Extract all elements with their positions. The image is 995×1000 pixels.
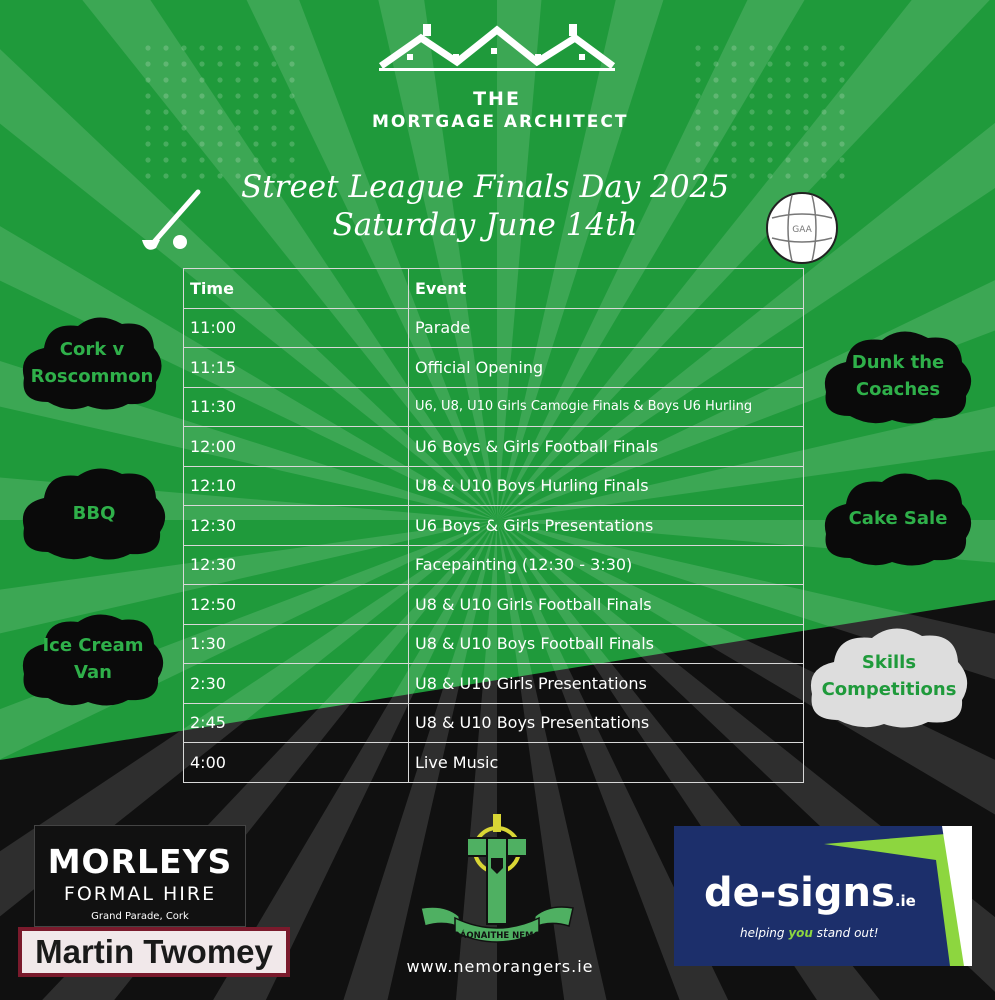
decor-dot: [839, 109, 844, 114]
row-time: 2:45: [184, 703, 409, 743]
logo-line-2: MORTGAGE ARCHITECT: [372, 112, 629, 132]
house-roofline-icon: [379, 22, 615, 74]
decor-dot: [235, 109, 240, 114]
decor-dot: [803, 45, 808, 50]
mortgage-architect-logo: [372, 22, 629, 132]
row-time: 12:30: [184, 545, 409, 585]
decor-dot: [695, 77, 700, 82]
table-row: [184, 624, 804, 664]
tagline-highlight: you: [788, 926, 813, 940]
decor-dot: [767, 77, 772, 82]
decor-dot: [199, 157, 204, 162]
cloud-label: Dunk the Coaches: [851, 352, 945, 400]
morleys-sub: FORMAL HIRE: [63, 883, 217, 905]
decor-dot: [839, 157, 844, 162]
table-row: [184, 348, 804, 388]
decor-dot: [821, 173, 826, 178]
table-row: [184, 387, 804, 427]
row-time: 11:30: [184, 387, 409, 427]
cloud-skills-competitions: [806, 620, 972, 732]
decor-dot: [181, 125, 186, 130]
decor-dot: [767, 157, 772, 162]
decor-dot: [253, 93, 258, 98]
decor-dot: [749, 45, 754, 50]
decor-dot: [181, 61, 186, 66]
hurley-and-sliotar-icon: [132, 184, 212, 264]
decor-dot: [749, 157, 754, 162]
row-event: U6, U8, U10 Girls Camogie Finals & Boys U6 Hurling: [409, 387, 804, 427]
header-time: Time: [184, 269, 409, 309]
decor-dot: [253, 77, 258, 82]
tagline-part: stand out!: [812, 926, 879, 940]
decor-dot: [181, 93, 186, 98]
logo-line-1: THE: [473, 88, 521, 110]
decor-dot: [731, 125, 736, 130]
decor-dot: [839, 45, 844, 50]
decor-dot: [821, 77, 826, 82]
decor-dot: [199, 45, 204, 50]
decor-dot: [731, 157, 736, 162]
decor-dot: [695, 141, 700, 146]
decor-dot: [767, 61, 772, 66]
decor-dot: [163, 61, 168, 66]
decor-dot: [163, 125, 168, 130]
table-row: [184, 308, 804, 348]
decor-dot: [253, 157, 258, 162]
cloud-cake-sale: [820, 466, 976, 570]
decor-dot: [199, 77, 204, 82]
decor-dot: [181, 77, 186, 82]
row-event: U6 Boys & Girls Presentations: [409, 506, 804, 546]
decor-dot: [289, 77, 294, 82]
cloud-label: Cake Sale: [848, 507, 948, 529]
svg-text:GAA: GAA: [792, 225, 812, 235]
decor-dot: [803, 125, 808, 130]
decor-dot: [695, 109, 700, 114]
decor-dot: [731, 109, 736, 114]
decor-dot: [767, 93, 772, 98]
decor-dot: [145, 93, 150, 98]
website-link[interactable]: www.nemorangers.ie: [406, 957, 594, 976]
decor-dot: [235, 125, 240, 130]
decor-dot: [713, 61, 718, 66]
decor-dot: [821, 45, 826, 50]
row-time: 12:00: [184, 427, 409, 467]
decor-dot: [145, 77, 150, 82]
row-event: Parade: [409, 308, 804, 348]
cloud-bbq: [18, 462, 170, 564]
decor-dot: [289, 141, 294, 146]
decor-dot: [289, 45, 294, 50]
row-time: 12:50: [184, 585, 409, 625]
decor-dot: [217, 61, 222, 66]
decor-dot: [713, 109, 718, 114]
decor-dot: [145, 173, 150, 178]
decor-dot: [253, 125, 258, 130]
crest-text: RÁONAITHE NEMO: [453, 931, 541, 941]
decor-dot: [803, 157, 808, 162]
row-time: 1:30: [184, 624, 409, 664]
decor-dot: [235, 93, 240, 98]
decor-dot: [821, 93, 826, 98]
decor-dot: [785, 45, 790, 50]
decor-dot: [217, 141, 222, 146]
table-row: [184, 466, 804, 506]
decor-dot: [163, 45, 168, 50]
row-event: Official Opening: [409, 348, 804, 388]
decor-dot: [767, 45, 772, 50]
decor-dot: [767, 141, 772, 146]
decor-dot: [181, 157, 186, 162]
decor-dot: [821, 157, 826, 162]
decor-dot: [803, 77, 808, 82]
table-row: [184, 427, 804, 467]
row-time: 11:15: [184, 348, 409, 388]
decor-dot: [181, 45, 186, 50]
decor-dot: [803, 109, 808, 114]
title-line-2: Saturday June 14th: [332, 207, 638, 243]
designs-brand-tld: .ie: [894, 892, 916, 910]
decor-dot: [785, 141, 790, 146]
decor-dot: [749, 125, 754, 130]
decor-dot: [289, 125, 294, 130]
decor-dot: [217, 157, 222, 162]
decor-dot: [767, 125, 772, 130]
row-time: 2:30: [184, 664, 409, 704]
decor-dot: [145, 45, 150, 50]
decor-dot: [181, 141, 186, 146]
decor-dot: [749, 61, 754, 66]
decor-dot: [253, 141, 258, 146]
cloud-label: BBQ: [72, 502, 116, 524]
decor-dot: [271, 61, 276, 66]
designs-brand-name: de-signs: [704, 870, 895, 916]
decor-dot: [145, 125, 150, 130]
table-row: [184, 506, 804, 546]
decor-dot: [731, 141, 736, 146]
decor-dot: [163, 141, 168, 146]
gaelic-football-icon: [764, 190, 840, 266]
table-header-row: [184, 269, 804, 309]
decor-dot: [235, 141, 240, 146]
decor-dot: [713, 141, 718, 146]
decor-dot: [181, 173, 186, 178]
designs-brand: [704, 870, 916, 916]
decor-dot: [821, 141, 826, 146]
decor-dot: [289, 61, 294, 66]
decor-dot: [731, 45, 736, 50]
table-row: [184, 664, 804, 704]
decor-dot: [163, 157, 168, 162]
decor-dot: [713, 45, 718, 50]
decor-dot: [145, 157, 150, 162]
cloud-ice-cream-van: [18, 608, 168, 710]
decor-dot: [803, 93, 808, 98]
decor-dot: [839, 141, 844, 146]
decor-dot: [713, 125, 718, 130]
decor-dot: [199, 61, 204, 66]
header-event: Event: [409, 269, 804, 309]
decor-dot: [199, 141, 204, 146]
morleys-address: Grand Parade, Cork: [91, 911, 189, 922]
cloud-cork-v-roscommon: [18, 310, 166, 415]
row-event: U8 & U10 Girls Presentations: [409, 664, 804, 704]
decor-dot: [821, 125, 826, 130]
decor-dot: [785, 109, 790, 114]
row-time: 11:00: [184, 308, 409, 348]
row-event: U8 & U10 Boys Presentations: [409, 703, 804, 743]
table-row: [184, 545, 804, 585]
decor-dot: [217, 77, 222, 82]
decor-dot: [163, 93, 168, 98]
row-time: 12:10: [184, 466, 409, 506]
decor-dot: [163, 109, 168, 114]
decor-dot: [163, 77, 168, 82]
decor-dot: [839, 77, 844, 82]
morleys-logo: [34, 825, 246, 927]
decor-dot: [767, 109, 772, 114]
cloud-dunk-the-coaches: [820, 324, 976, 428]
tagline-part: helping: [740, 926, 789, 940]
page-title: [200, 168, 770, 244]
decor-dot: [821, 61, 826, 66]
decor-dot: [253, 61, 258, 66]
decor-dot: [695, 93, 700, 98]
decor-dot: [217, 125, 222, 130]
decor-dot: [785, 61, 790, 66]
decor-dot: [235, 77, 240, 82]
decor-dot: [217, 45, 222, 50]
decor-dot: [713, 157, 718, 162]
decor-dot: [785, 157, 790, 162]
row-time: 4:00: [184, 743, 409, 783]
row-event: Facepainting (12:30 - 3:30): [409, 545, 804, 585]
title-line-1: Street League Finals Day 2025: [240, 169, 730, 205]
nemo-rangers-crest-icon: [415, 808, 585, 958]
decor-dot: [749, 109, 754, 114]
decor-dot: [271, 77, 276, 82]
decor-dot: [839, 93, 844, 98]
decor-dot: [217, 109, 222, 114]
cloud-label: Ice Cream Van: [42, 635, 144, 683]
decor-dot: [695, 45, 700, 50]
decor-dot: [839, 61, 844, 66]
decor-dot: [289, 157, 294, 162]
decor-dot: [713, 93, 718, 98]
decor-dot: [217, 93, 222, 98]
decor-dot: [289, 93, 294, 98]
decor-dot: [839, 125, 844, 130]
decor-dot: [749, 141, 754, 146]
decor-dot: [731, 61, 736, 66]
designs-tagline: [740, 926, 879, 940]
decor-dot: [271, 141, 276, 146]
row-time: 12:30: [184, 506, 409, 546]
table-row: [184, 743, 804, 783]
martin-twomey-logo: Martin Twomey: [18, 927, 290, 977]
decor-dot: [785, 125, 790, 130]
row-event: U8 & U10 Boys Football Finals: [409, 624, 804, 664]
row-event: U8 & U10 Girls Football Finals: [409, 585, 804, 625]
decor-dot: [145, 61, 150, 66]
morleys-name: MORLEYS: [47, 842, 233, 881]
decor-dot: [163, 173, 168, 178]
decor-dot: [253, 45, 258, 50]
schedule-table: [183, 268, 804, 783]
decor-dot: [785, 77, 790, 82]
decor-dot: [271, 109, 276, 114]
decor-dot: [803, 173, 808, 178]
decor-dot: [253, 109, 258, 114]
decor-dot: [235, 157, 240, 162]
decor-dot: [803, 141, 808, 146]
decor-dot: [839, 173, 844, 178]
decor-dot: [695, 61, 700, 66]
decor-dot: [749, 93, 754, 98]
cloud-label: Cork v Roscommon: [30, 338, 154, 387]
decor-dot: [785, 173, 790, 178]
decor-dot: [145, 141, 150, 146]
decor-dot: [199, 125, 204, 130]
decor-dot: [271, 45, 276, 50]
decor-dot: [271, 157, 276, 162]
row-event: U8 & U10 Boys Hurling Finals: [409, 466, 804, 506]
designs-ie-logo: [674, 826, 972, 966]
decor-dot: [199, 109, 204, 114]
decor-dot: [145, 109, 150, 114]
table-row: [184, 703, 804, 743]
decor-dot: [271, 125, 276, 130]
decor-dot: [289, 109, 294, 114]
decor-dot: [749, 77, 754, 82]
decor-dot: [695, 157, 700, 162]
cloud-label: Skills Competitions: [821, 652, 957, 700]
decor-dot: [731, 93, 736, 98]
decor-dot: [803, 61, 808, 66]
decor-dot: [713, 77, 718, 82]
table-row: [184, 585, 804, 625]
decor-dot: [821, 109, 826, 114]
row-event: U6 Boys & Girls Football Finals: [409, 427, 804, 467]
decor-dot: [695, 125, 700, 130]
decor-dot: [199, 93, 204, 98]
decor-dot: [181, 109, 186, 114]
decor-dot: [271, 93, 276, 98]
decor-dot: [235, 45, 240, 50]
decor-dot: [785, 93, 790, 98]
decor-dot: [731, 77, 736, 82]
decor-dot: [235, 61, 240, 66]
row-event: Live Music: [409, 743, 804, 783]
